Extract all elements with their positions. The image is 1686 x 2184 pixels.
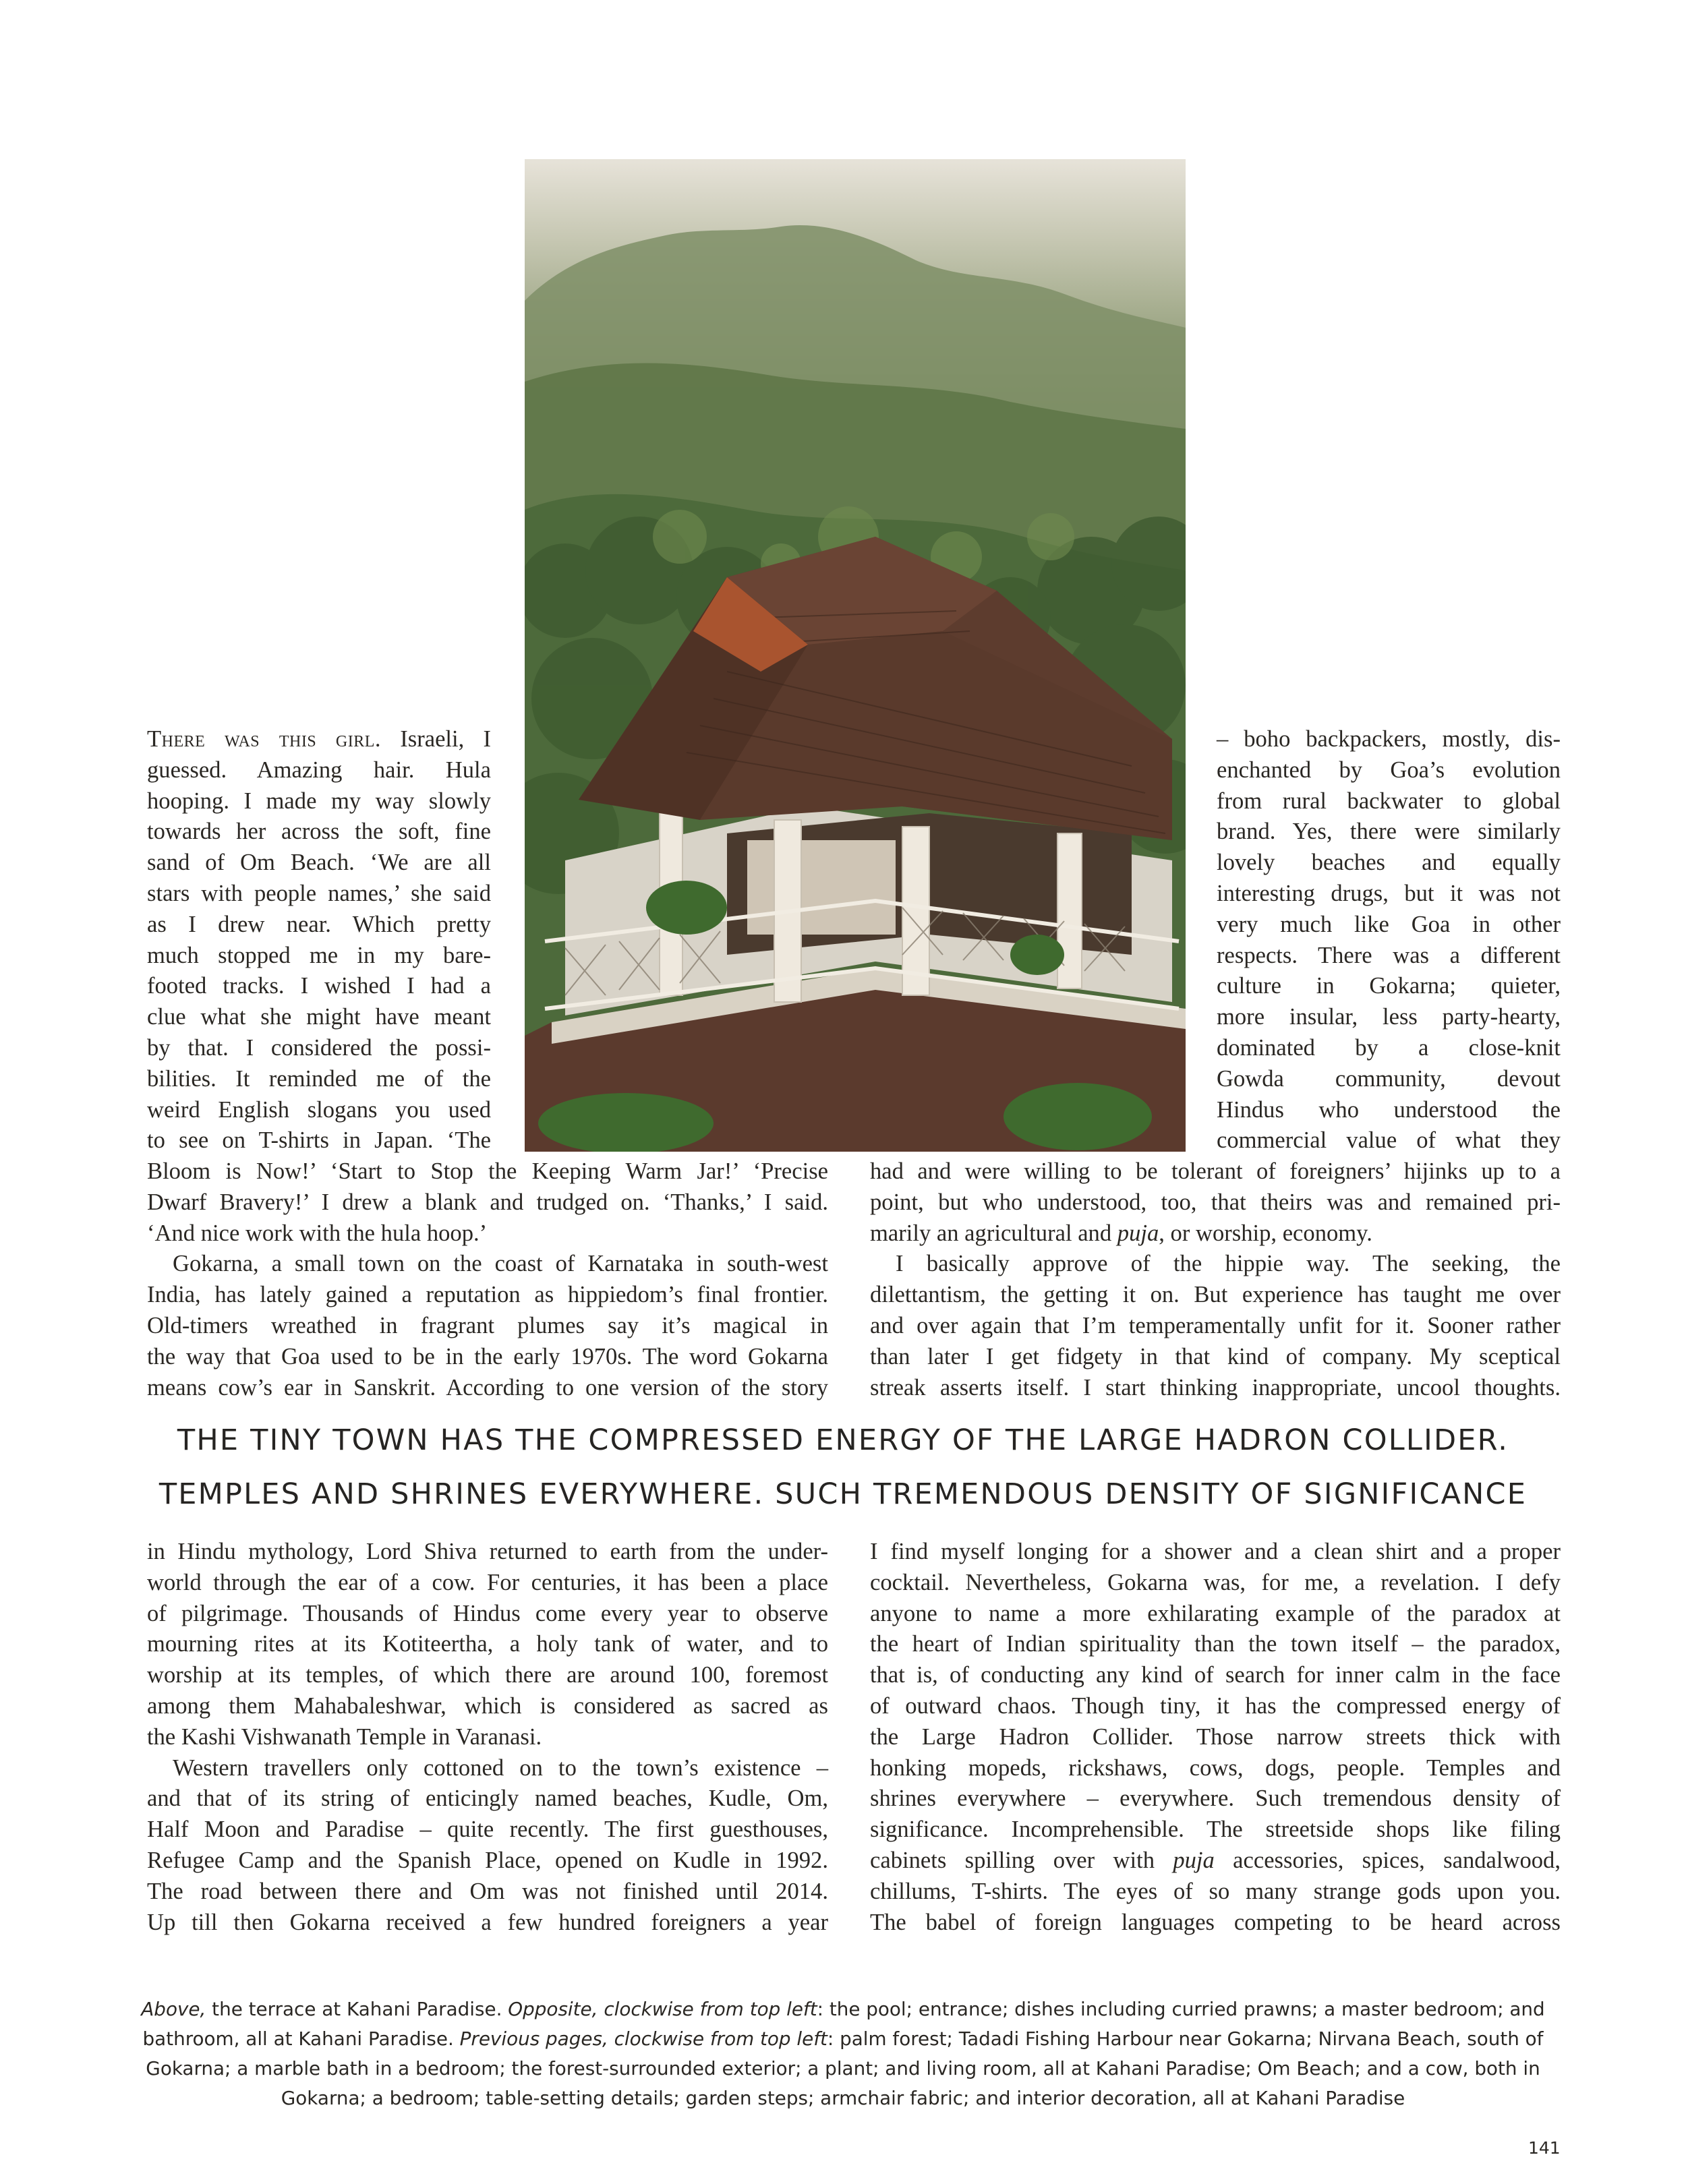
pull-quote-line-1: THE TINY TOWN HAS THE COMPRESSED ENERGY OF THE LARGE HADRON COLLIDER. [177,1423,1509,1457]
pull-quote-line-2: TEMPLES AND SHRINES EVERYWHERE. SUCH TREMENDOUS DENSITY OF SIGNIFICANCE [158,1477,1528,1511]
article-column-left-top: There was this girl. Israeli, I guessed. Amazing hair. Hula hooping. I made my way slowly towards her across the soft, fine sand of Om Beach. ‘We are all stars with people names,’ she said as I drew near. Which pretty much stopped me in my bare- footed tracks. I wished I had a clue what she might have meant by that. I considered the possi- bilities. It reminded me of the weird English slogans you used to see on T-shirts in Japan. ‘The [147,726,492,1154]
terrace-photo [525,159,1186,1152]
article-column-left-lower: Bloom is Now!’ ‘Start to Stop the Keeping Warm Jar!’ ‘Precise Dwarf Bravery!’ I drew a blank and trudged on. ‘Thanks,’ I said. ‘And nice work with the hula hoop.’ Gokarna, a small town on the coast of Karnataka in south-west India, has lately gained a reputation as hippiedom’s final frontier. Old-timers wreathed in fragrant plumes say it’s magical in the way that Goa used to be in the early 1970s. The word Gokarna means cow’s ear in Sanskrit. According to one version of the story [147,1158,828,1400]
article-column-right-lower: had and were willing to be tolerant of foreigners’ hijinks up to a point, but who understood, too, that theirs was and remained pri- marily an agricultural and puja, or worship, economy. I basically approve of the hippie way. The seeking, the dilettantism, the getting it on. But experience has taught me over and over again that I’m temperamentally unfit for it. Sooner rather than later I get fidgety in that kind of company. My sceptical streak asserts itself. I start thinking inappropriate, uncool thoughts. [870,1158,1561,1400]
article-column-right-top: – boho backpackers, mostly, dis- enchanted by Goa’s evolution from rural backwater to global brand. Yes, there were similarly lovely beaches and equally interesting drugs, but it was not very much like Goa in other respects. There was a different culture in Gokarna; quieter, more insular, less party-hearty, dominated by a close-knit Gowda community, devout Hindus who understood the commercial value of what they [1217,726,1561,1154]
page-number: 141 [1528,2138,1561,2158]
article-column-bottom-left: in Hindu mythology, Lord Shiva returned to earth from the under- world through the ear of a cow. For centuries, it has been a place of pilgrimage. Thousands of Hindus come every year to observe mourning rites at its Kotiteertha, a holy tank of water, and to worship at its temples, of which there are around 100, foremost among them Mahabaleshwar, which is considered as sacred as the Kashi Vishwanath Temple in Varanasi. Western travellers only cottoned on to the town’s existence – and that of its string of enticingly named beaches, Kudle, Om, Half Moon and Paradise – quite recently. The first guesthouses, Refugee Camp and the Spanish Place, opened on Kudle in 1992. The road between there and Om was not finished until 2014. Up till then Gokarna received a few hundred foreigners a year [147,1539,828,1935]
lead-in: There was this girl. [147,726,382,752]
photo-caption: Above, the terrace at Kahani Paradise. Opposite, clockwise from top left: the pool; entrance; dishes including curried prawns; a master bedroom; and bathroom, all at Kahani Paradise. Previous pages, clockwise from top left: palm forest; Tadadi Fishing Harbour near Gokarna; Nirvana Beach, south of Gokarna; a marble bath in a bedroom; the forest-surrounded exterior; a plant; and living room, all at Kahani Paradise; Om Beach; and a cow, both in Gokarna; a bedroom; table-setting details; garden steps; armchair fabric; and interior decoration, all at Kahani Paradise [141,1998,1545,2109]
terrace-illustration [525,159,1186,1152]
article-column-bottom-right: I find myself longing for a shower and a clean shirt and a proper cocktail. Nevertheless, Gokarna was, for me, a revelation. I defy anyone to name a more exhilarating example of the paradox at the heart of Indian spirituality than the town itself – the paradox, that is, of conducting any kind of search for inner calm in the face of outward chaos. Though tiny, it has the compressed energy of the Large Hadron Collider. Those narrow streets thick with honking mopeds, rickshaws, cows, dogs, people. Temples and shrines everywhere – everywhere. Such tremendous density of significance. Incomprehensible. The streetside shops like filing cabinets spilling over with puja accessories, spices, sandalwood, chillums, T-shirts. The eyes of so many strange gods upon you. The babel of foreign languages competing to be heard across [870,1539,1561,1935]
